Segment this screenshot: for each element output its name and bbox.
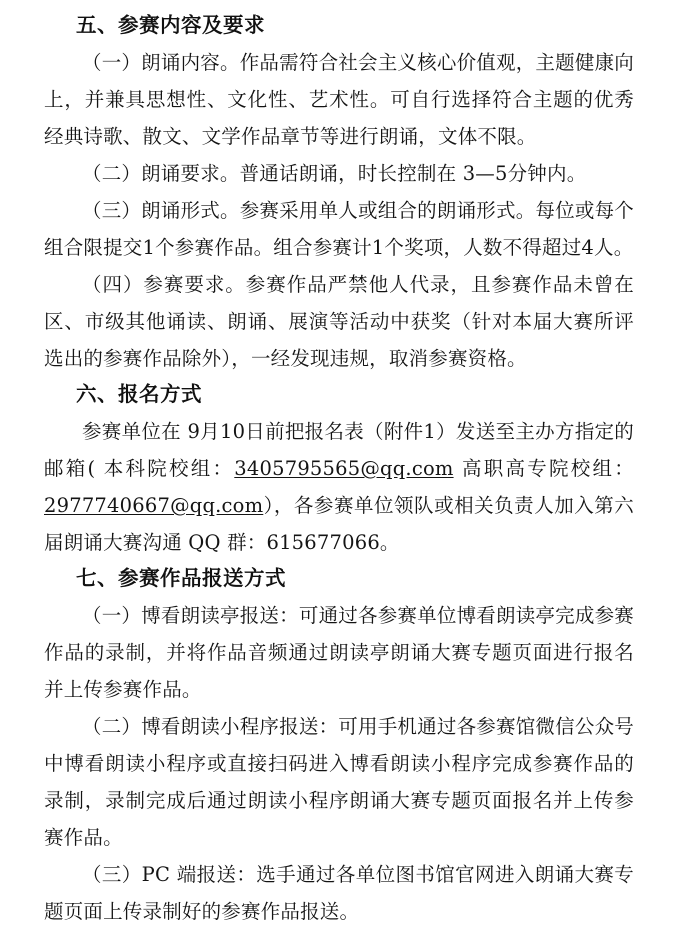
paragraph-5-3: （三）朗诵形式。参赛采用单人或组合的朗诵形式。每位或每个组合限提交1个参赛作品。组合参赛计1个奖项，人数不得超过4人。 (44, 199, 634, 259)
paragraph-5-4: （四）参赛要求。参赛作品严禁他人代录，且参赛作品未曾在区、市级其他诵读、朗诵、展演等活动中获奖（针对本届大赛所评选出的参赛作品除外），一经发现违规，取消参赛资格。 (44, 273, 634, 370)
section-heading-seven: 七、参赛作品报送方式 (76, 566, 286, 590)
email-undergraduate: 3405795565@qq.com (234, 457, 454, 480)
paragraph-5-1: （一）朗诵内容。作品需符合社会主义核心价值观，主题健康向上，并兼具思想性、文化性、艺术性。可自行选择符合主题的优秀经典诗歌、散文、文学作品章节等进行朗诵，文体不限。 (44, 51, 634, 148)
paragraph-7-1: （一）博看朗读亭报送：可通过各参赛单位博看朗读亭完成参赛作品的录制，并将作品音频通过朗读亭朗诵大赛专题页面进行报名并上传参赛作品。 (44, 604, 634, 701)
section-heading-five: 五、参赛内容及要求 (76, 13, 265, 37)
paragraph-7-3: （三）PC 端报送：选手通过各单位图书馆官网进入朗诵大赛专题页面上传录制好的参赛作品报送。 (44, 863, 634, 923)
email-vocational: 2977740667@qq.com (44, 494, 264, 517)
section-heading-six: 六、报名方式 (76, 382, 202, 406)
signup-text-part3: ），各参赛单位领队或相关负责人加入第六届朗诵大赛沟通 QQ 群：615677066。 (44, 494, 634, 554)
paragraph-7-2: （二）博看朗读小程序报送：可用手机通过各参赛馆微信公众号中博看朗读小程序或直接扫码进入博看朗读小程序完成参赛作品的录制，录制完成后通过朗读小程序朗诵大赛专题页面报名并上传参赛作品。 (44, 715, 634, 849)
paragraph-5-2: （二）朗诵要求。普通话朗诵，时长控制在 3—5分钟内。 (82, 162, 587, 185)
signup-text-part1: 参赛单位在 9月10日前把报名表（附件1）发送至主办方指定的邮箱( 本科院校组： (44, 420, 634, 480)
paragraph-6-signup (44, 413, 634, 561)
signup-text-part2: 高职高专院校组： (453, 457, 635, 480)
